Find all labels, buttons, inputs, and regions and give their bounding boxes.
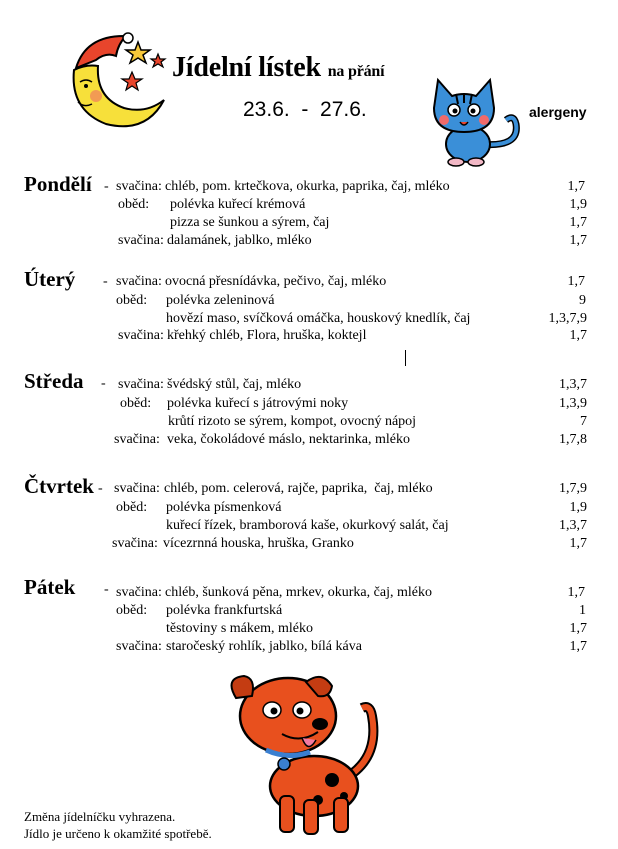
meal-item: křehký chléb, Flora, hruška, koktejl — [167, 328, 367, 343]
allergen-codes: 1,7,8 — [559, 432, 587, 447]
footer-note-change: Změna jídelníčku vyhrazena. — [24, 809, 176, 824]
allergen-codes: 1,7 — [569, 536, 587, 551]
footer-note-consumption: Jídlo je určeno k okamžité spotřebě. — [24, 826, 212, 841]
allergens-column-label: alergeny — [529, 104, 587, 120]
meal-item: polévka písmenková — [166, 500, 282, 515]
meal-item: vícezrnná houska, hruška, Granko — [163, 536, 354, 551]
meal-label: svačina: — [118, 377, 164, 392]
meal-label: svačina: — [114, 432, 160, 447]
day-dash: - — [98, 481, 103, 496]
day-dash: - — [104, 582, 109, 597]
meal-label: oběd: — [116, 603, 148, 618]
meal-label: svačina: — [116, 639, 162, 654]
allergen-codes: 1,7 — [569, 621, 587, 636]
day-name: Pondělí — [24, 172, 92, 196]
allergen-codes: 7 — [580, 414, 587, 429]
text-cursor — [405, 350, 406, 366]
meal-label: svačina: — [116, 179, 162, 194]
meal-item: polévka kuřecí s játrovými noky — [167, 396, 349, 411]
allergen-codes: 1,7 — [569, 233, 587, 248]
allergen-codes: 1,3,9 — [559, 396, 587, 411]
moon-illustration — [66, 30, 176, 130]
title-subtitle: na přání — [327, 63, 385, 80]
meal-item: chléb, šunková pěna, mrkev, okurka, čaj, mléko — [165, 585, 432, 600]
title-main: Jídelní lístek — [172, 52, 321, 83]
meal-item: veka, čokoládové máslo, nektarinka, mléko — [167, 432, 410, 447]
allergen-codes: 1,7 — [567, 274, 585, 289]
meal-item: krůtí rizoto se sýrem, kompot, ovocný nápoj — [168, 414, 417, 429]
meal-item: dalamánek, jablko, mléko — [167, 233, 312, 248]
meal-label: svačina: — [116, 585, 162, 600]
day-dash: - — [103, 274, 108, 289]
meal-label: oběd: — [116, 500, 148, 515]
allergen-codes: 1,7,9 — [559, 481, 587, 496]
meal-item: těstoviny s mákem, mléko — [166, 621, 313, 636]
meal-item: polévka zeleninová — [166, 293, 275, 308]
allergen-codes: 1,9 — [569, 500, 587, 515]
meal-item: polévka kuřecí krémová — [170, 197, 306, 212]
allergen-codes: 1,7 — [569, 215, 587, 230]
dog-illustration — [222, 668, 388, 840]
allergen-codes: 1,7 — [567, 179, 585, 194]
meal-label: oběd: — [118, 197, 150, 212]
meal-label: svačina: — [116, 274, 162, 289]
day-name: Středa — [24, 369, 84, 393]
meal-label: svačina: — [118, 233, 164, 248]
meal-label: svačina: — [118, 328, 164, 343]
day-name: Pátek — [24, 575, 76, 599]
meal-item: chléb, pom. celerová, rajče, paprika, čaj, mléko — [164, 481, 433, 496]
meal-label: svačina: — [112, 536, 158, 551]
allergen-codes: 1,7 — [569, 639, 587, 654]
allergen-codes: 1,3,7 — [559, 518, 587, 533]
allergen-codes: 1 — [579, 603, 586, 618]
cat-illustration — [420, 74, 524, 168]
meal-label: svačina: — [114, 481, 160, 496]
meal-item: ovocná přesnídávka, pečivo, čaj, mléko — [165, 274, 387, 289]
meal-item: staročeský rohlík, jablko, bílá káva — [166, 639, 362, 654]
meal-item: hovězí maso, svíčková omáčka, houskový knedlík, čaj — [166, 311, 471, 326]
meal-item: švédský stůl, čaj, mléko — [167, 377, 302, 392]
allergen-codes: 1,3,7 — [559, 377, 587, 392]
meal-label: oběd: — [120, 396, 152, 411]
meal-item: chléb, pom. krtečkova, okurka, paprika, čaj, mléko — [165, 179, 450, 194]
allergen-codes: 1,9 — [569, 197, 587, 212]
day-dash: - — [104, 179, 109, 194]
page-title — [172, 52, 384, 84]
day-dash: - — [101, 376, 106, 391]
allergen-codes: 1,7 — [569, 328, 587, 343]
allergen-codes: 9 — [579, 293, 586, 308]
date-range: 23.6. - 27.6. — [243, 98, 367, 121]
meal-item: polévka frankfurtská — [166, 603, 283, 618]
meal-item: pizza se šunkou a sýrem, čaj — [170, 215, 330, 230]
day-name: Úterý — [24, 267, 76, 291]
meal-label: oběd: — [116, 293, 148, 308]
allergen-codes: 1,3,7,9 — [548, 311, 587, 326]
allergen-codes: 1,7 — [567, 585, 585, 600]
day-name: Čtvrtek — [24, 474, 94, 498]
meal-item: kuřecí řízek, bramborová kaše, okurkový salát, čaj — [166, 518, 449, 533]
